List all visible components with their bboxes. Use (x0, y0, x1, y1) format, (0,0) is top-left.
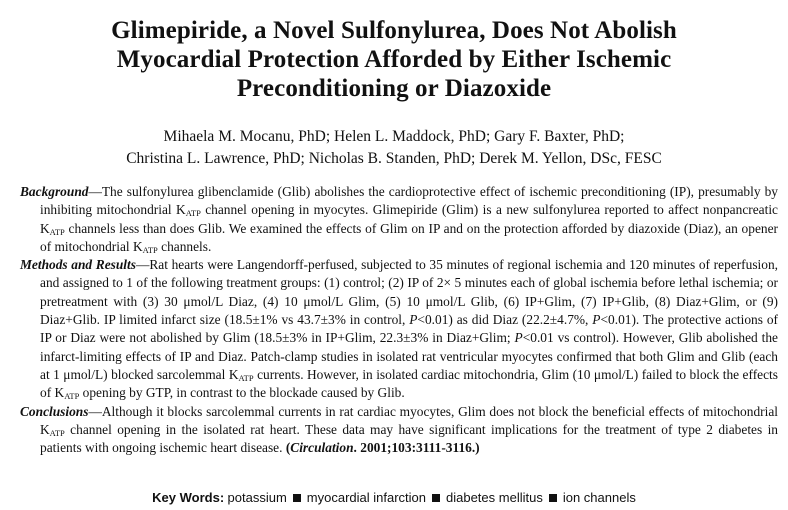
katp-base: K (176, 202, 186, 218)
conclusions-text-2: channel opening in the isolated rat heart. These data may have significant implications for the treatment of type 2 diabetes in patients with ongoing ischemic heart disease. (40, 421, 778, 456)
key-words (0, 489, 788, 507)
keyword-item: myocardial infarction (306, 490, 426, 505)
keyword-item: diabetes mellitus (446, 490, 543, 505)
katp-sub: ATP (64, 391, 80, 402)
background-text-3: channels less than does Glib. We examined the effects of Glim on IP and on the protection afforded by diazoxide (Diaz), an opener of mitochondrial (40, 220, 778, 254)
katp-term (133, 239, 158, 254)
abstract-conclusions (20, 403, 778, 458)
methods-text-2: <0.01) as did Diaz (22.2±4.7%, (417, 312, 593, 328)
abstract-background (20, 183, 778, 256)
conclusions-label: Conclusions (20, 403, 89, 419)
katp-sub: ATP (238, 372, 254, 383)
background-text-1: The sulfonylurea glibenclamide (Glib) abolishes the cardioprotective effect of ischemic preconditioning (IP), presumably by inhibiting mitochondrial (40, 184, 778, 218)
background-text-2: channel opening in myocytes. Glimepiride (Glim) is a new sulfonylurea reported to affect nonpancreatic (200, 202, 778, 218)
author-list (0, 126, 788, 170)
citation (286, 440, 480, 455)
citation-details: . 2001;103:3111-3116.) (353, 440, 480, 456)
key-words-list (228, 490, 636, 505)
katp-term (176, 202, 201, 217)
article-title (0, 16, 788, 103)
katp-sub: ATP (142, 244, 158, 255)
katp-term (40, 422, 65, 437)
citation-open: ( (285, 440, 291, 456)
katp-sub: ATP (49, 226, 65, 237)
katp-sub: ATP (49, 427, 65, 438)
authors-line-1: Mihaela M. Mocanu, PhD; Helen L. Maddock, PhD; Gary F. Baxter, PhD; (163, 128, 625, 145)
katp-base: K (132, 238, 143, 254)
methods-dash: — (135, 257, 150, 273)
methods-text-1: Rat hearts were Langendorff-perfused, subjected to 35 minutes of regional ischemia and 120 minutes of reperfusion, and assigned to 1 of the following treatment groups: (1) control; (2) IP of 2× 5 minutes each of global ischemia before lethal ischemia; or pretreatment with (3) 30 μmol/L Diaz, (4) 10 μmol/L Glim, (5) 10 μmol/L Glib, (6) IP+Glim, (7) IP+Glib, (8) Diaz+Glim, or (9) Diaz+Glib. IP limited infarct size (18.5±1% vs 43.7±3% in control, (40, 257, 778, 328)
background-dash: — (88, 184, 102, 199)
square-bullet-icon (293, 494, 301, 502)
keyword-item: potassium (227, 490, 287, 505)
abstract-methods-results (20, 256, 778, 402)
square-bullet-icon (549, 494, 557, 502)
abstract (20, 183, 778, 457)
katp-base: K (40, 421, 50, 437)
authors-line-2: Christina L. Lawrence, PhD; Nicholas B. Standen, PhD; Derek M. Yellon, DSc, FESC (126, 150, 662, 167)
katp-base: K (228, 366, 239, 382)
p-value-symbol: P (514, 330, 523, 346)
methods-text-3: <0.01). The protective actions of IP or Diaz were not abolished by Glim (18.5±3% in IP+Glim, 22.3±3% in Diaz+Glim; (40, 312, 778, 346)
katp-sub: ATP (185, 208, 201, 219)
katp-term (55, 385, 80, 400)
methods-text-4: <0.01 vs control). However, Glib abolished the infarct-limiting effects of IP and Diaz. Patch-clamp studies in isolated rat ventricular myocytes confirmed that both Glim and Glib (each at 1 μmol/L) blocked sarcolemmal (40, 330, 778, 382)
methods-text-5: currents. However, in isolated cardiac mitochondria, Glim (10 μmol/L) failed to block the effects of (40, 366, 778, 401)
p-value-symbol: P (409, 312, 418, 328)
title-line-2: Myocardial Protection Afforded by Either Ischemic (116, 46, 672, 73)
p-value-symbol: P (592, 312, 601, 328)
keyword-item: ion channels (562, 490, 636, 505)
katp-term (40, 221, 65, 236)
citation-journal: Circulation (290, 440, 354, 456)
title-line-3: Preconditioning or Diazoxide (236, 75, 552, 102)
katp-base: K (40, 220, 50, 236)
conclusions-text-1: Although it blocks sarcolemmal currents in rat cardiac myocytes, Glim does not block the beneficial effects of mitochondrial (101, 403, 778, 419)
background-text-4: channels. (157, 238, 212, 254)
title-line-1: Glimepiride, a Novel Sulfonylurea, Does Not Abolish (111, 17, 677, 44)
background-label: Background (20, 184, 89, 199)
methods-label: Methods and Results (20, 257, 136, 273)
square-bullet-icon (432, 494, 440, 502)
key-words-label: Key Words: (152, 490, 225, 505)
methods-text-6: opening by GTP, in contrast to the blockade caused by Glib. (79, 385, 405, 401)
conclusions-dash: — (88, 403, 102, 419)
katp-base: K (54, 385, 65, 401)
katp-term (229, 367, 254, 382)
